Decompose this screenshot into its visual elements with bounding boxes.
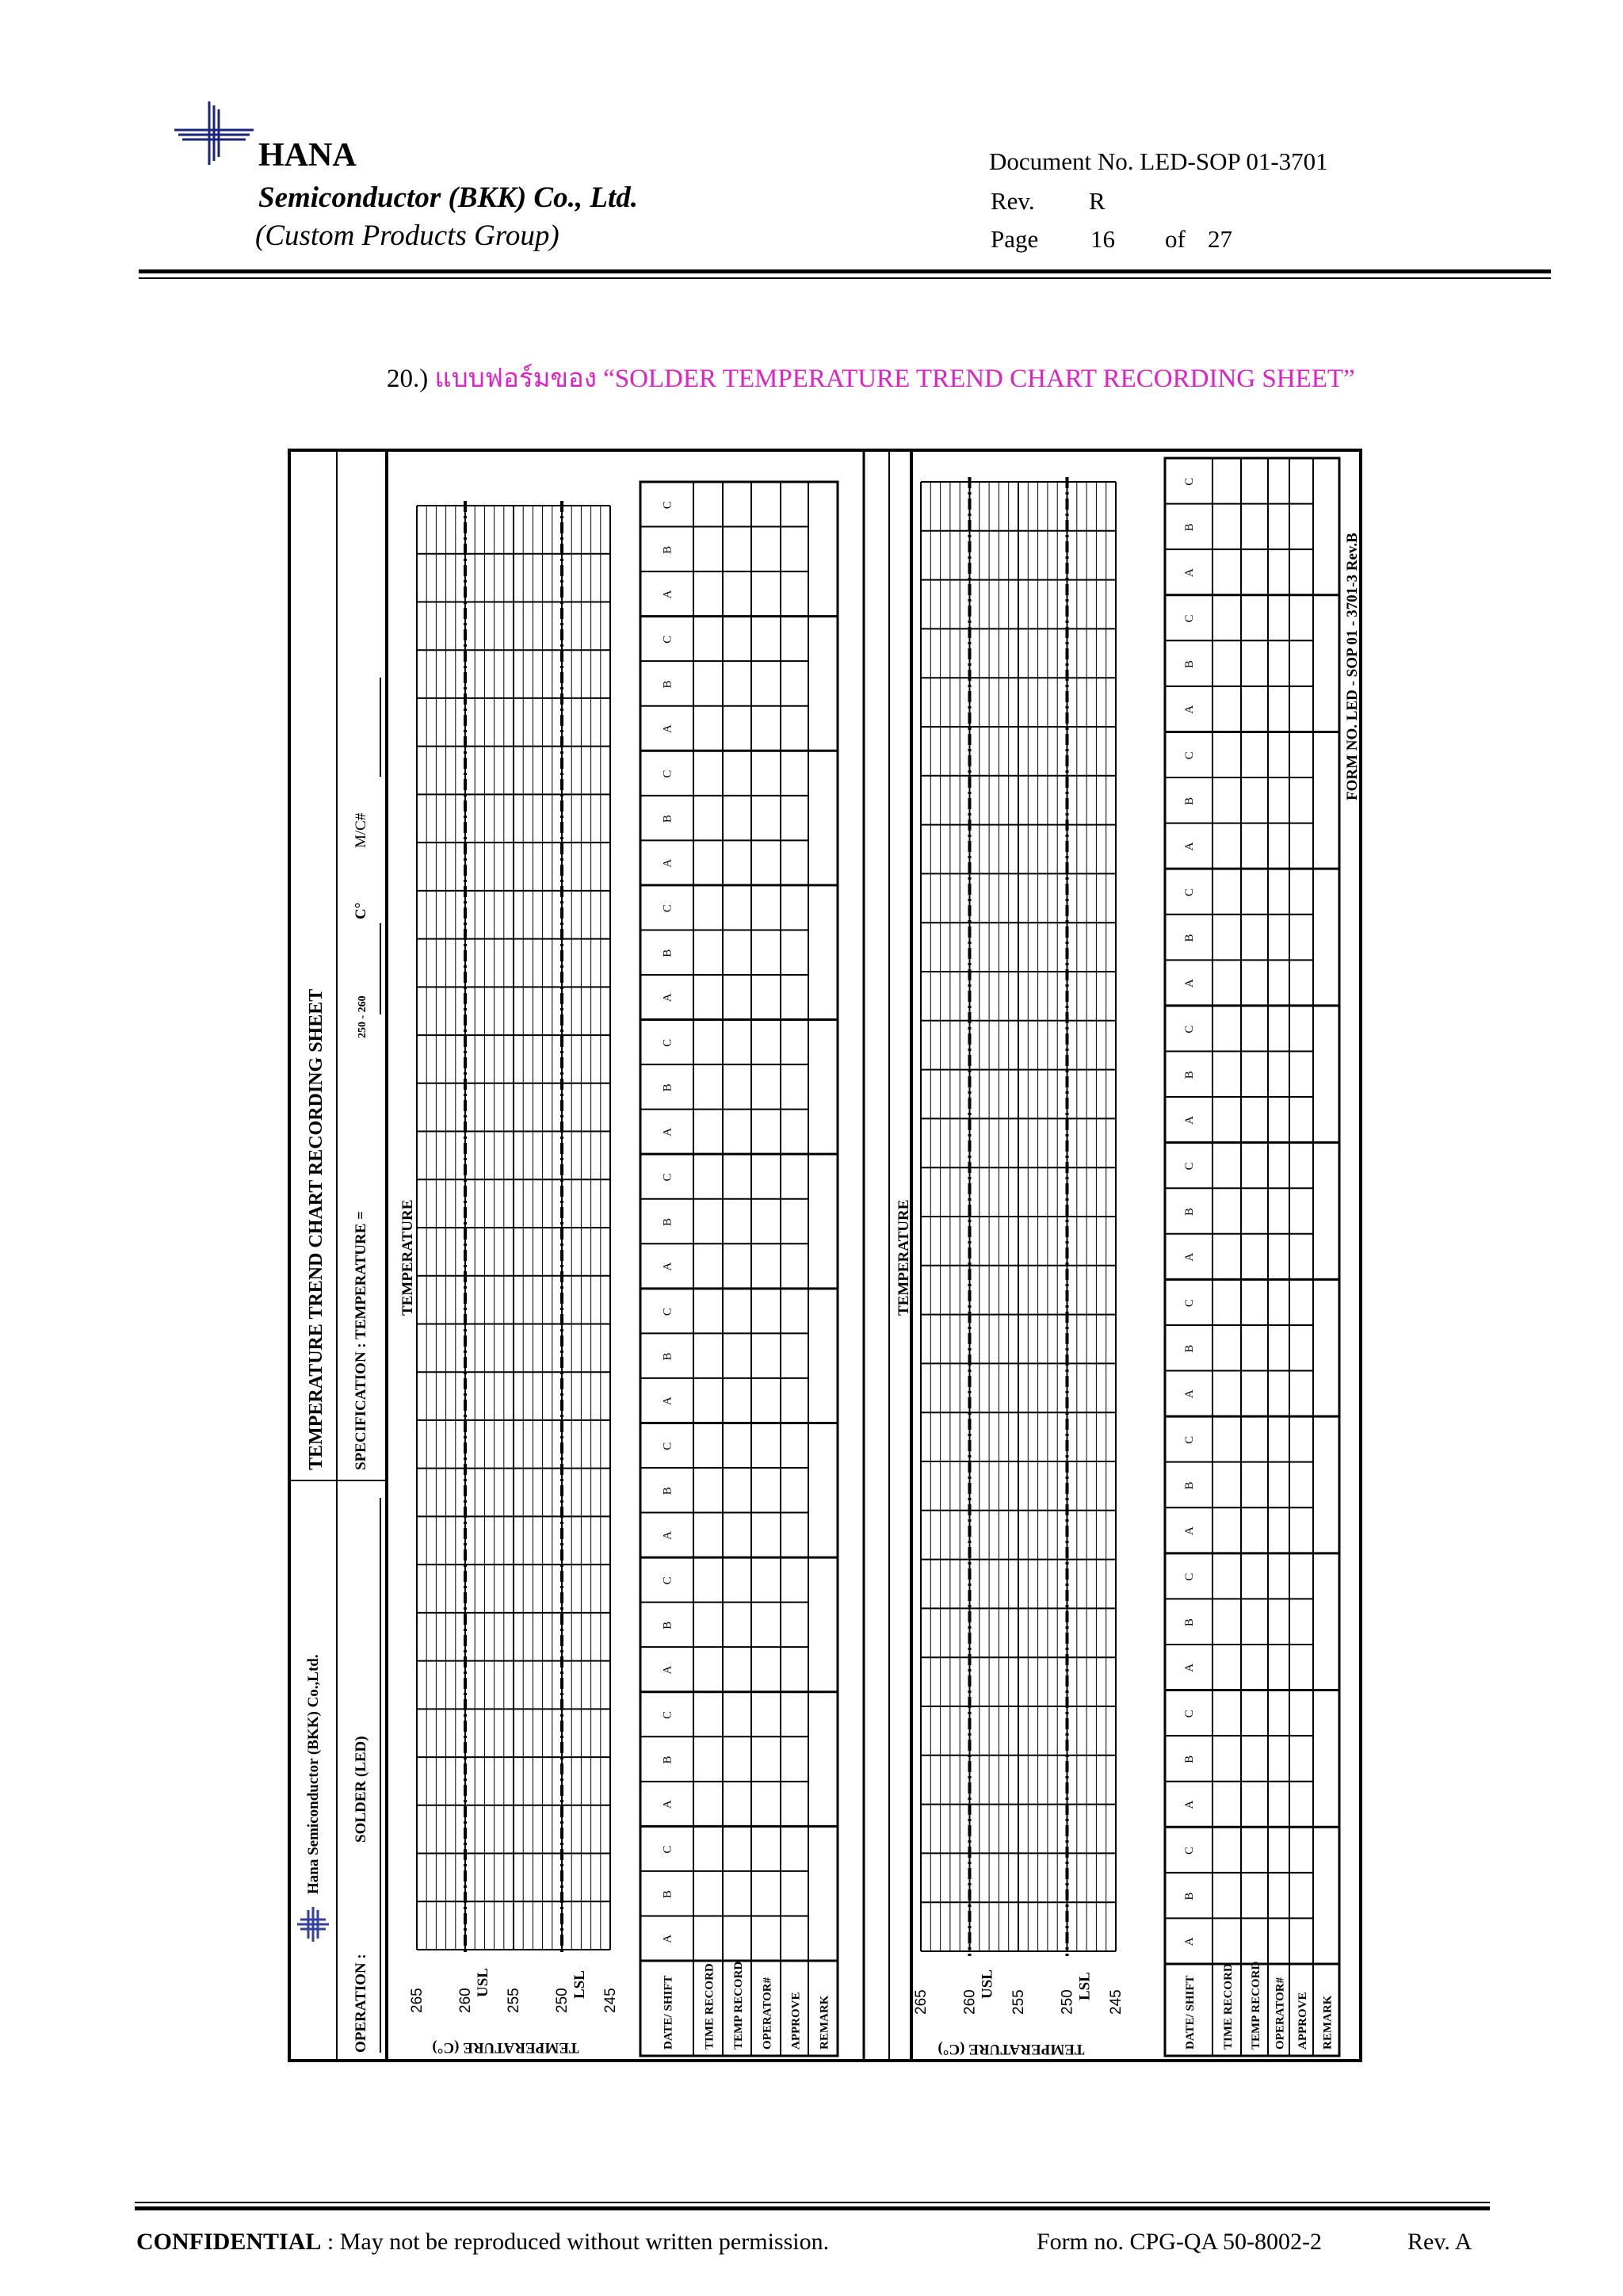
record-row-label: REMARK <box>818 1995 831 2050</box>
shift-letter: B <box>1183 797 1196 805</box>
shift-letter: C <box>1183 751 1196 760</box>
confidential-label: CONFIDENTIAL <box>136 2229 322 2255</box>
form-company-name: Hana Semiconductor (BKK) Co.,Ltd. <box>305 1654 322 1894</box>
document-number: Document No. LED-SOP 01-3701 <box>989 147 1328 175</box>
shift-letter: C <box>1183 1572 1196 1581</box>
company-name: HANA <box>258 137 357 174</box>
form-number: FORM NO. LED - SOP 01 - 3701-3 Rev.B <box>1344 533 1361 800</box>
y-tick-label: 255 <box>1010 1989 1027 2015</box>
shift-letter: C <box>661 1173 674 1182</box>
record-row-label: APPROVE <box>789 1992 803 2050</box>
shift-letter: A <box>661 1128 674 1137</box>
shift-letter: B <box>1183 1344 1196 1353</box>
y-tick-label: 255 <box>506 1988 522 2013</box>
shift-letter: B <box>661 1621 674 1629</box>
shift-letter: C <box>1183 888 1196 896</box>
shift-letter: C <box>1183 614 1196 623</box>
lsl-label: LSL <box>1076 1972 1094 2000</box>
form-outer-frame <box>289 450 1361 2061</box>
shift-letter: A <box>661 1262 674 1271</box>
shift-letter: B <box>661 680 674 689</box>
y-tick-label: 245 <box>602 1988 619 2013</box>
shift-letter: C <box>661 1710 674 1719</box>
shift-letter: C <box>661 904 674 913</box>
shift-letter: A <box>661 1934 674 1943</box>
shift-letter: C <box>1183 1710 1196 1718</box>
shift-letter: C <box>1183 1435 1196 1444</box>
footer-rule-thin <box>135 2202 1490 2203</box>
record-row-label: TEMP RECORD <box>1250 1961 1262 2050</box>
record-row-label: TIME RECORD <box>703 1963 716 2050</box>
shift-letter: C <box>661 1038 674 1047</box>
shift-letter: A <box>661 724 674 733</box>
shift-letter: A <box>661 1396 674 1406</box>
y-tick-label: 265 <box>409 1988 426 2013</box>
shift-letter: B <box>1183 934 1196 942</box>
shift-letter: C <box>1183 477 1196 486</box>
shift-letter: C <box>661 1576 674 1585</box>
record-row-label: REMARK <box>1321 1995 1335 2050</box>
form-logo-icon <box>297 1907 329 1942</box>
spec-unit: C° <box>353 902 369 919</box>
shift-letter: B <box>1183 1071 1196 1079</box>
shift-letter: A <box>1183 979 1196 988</box>
record-row-label: TIME RECORD <box>1222 1963 1235 2050</box>
footer-confidential <box>136 2229 829 2256</box>
shift-letter: B <box>1183 1481 1196 1490</box>
shift-letter: B <box>661 815 674 823</box>
rev-label: Rev. <box>991 187 1035 215</box>
footer-form-no: Form no. CPG-QA 50-8002-2 <box>1037 2229 1323 2255</box>
y-axis-label: TEMPERATURE (C°) <box>432 2039 579 2056</box>
shift-letter: A <box>1183 1116 1196 1125</box>
shift-letter: C <box>661 635 674 644</box>
form-sheet-title: TEMPERATURE TREND CHART RECORDING SHEET <box>306 988 327 1470</box>
shift-letter: B <box>661 949 674 957</box>
page-total: 27 <box>1208 225 1232 253</box>
company-group: (Custom Products Group) <box>255 220 559 252</box>
record-row-label: DATE/ SHIFT <box>1184 1975 1197 2050</box>
y-axis-label: TEMPERATURE (C°) <box>938 2041 1085 2057</box>
y-tick-label: 265 <box>913 1989 930 2015</box>
shift-letter: B <box>661 545 674 554</box>
shift-letter: B <box>1183 1892 1196 1901</box>
shift-letter: C <box>1183 1162 1196 1171</box>
y-tick-label: 245 <box>1108 1989 1125 2015</box>
shift-letter: A <box>1183 1663 1196 1672</box>
mc-label: M/C# <box>353 812 369 848</box>
shift-letter: B <box>1183 1207 1196 1216</box>
confidential-notice: : May not be reproduced without written permission. <box>327 2229 830 2255</box>
shift-letter: A <box>1183 842 1196 851</box>
section-title-text: แบบฟอร์มของ “SOLDER TEMPERATURE TREND CHART RECORDING SHEET” <box>434 365 1355 393</box>
shift-letter: B <box>1183 1618 1196 1627</box>
shift-letter: A <box>661 993 674 1003</box>
shift-letter: A <box>661 590 674 599</box>
lsl-label: LSL <box>571 1970 588 1999</box>
shift-letter: A <box>661 858 674 868</box>
of-label: of <box>1165 225 1186 253</box>
shift-letter: B <box>661 1487 674 1496</box>
shift-letter: B <box>1183 1755 1196 1763</box>
shift-letter: A <box>1183 1389 1196 1399</box>
shift-letter: C <box>661 501 674 510</box>
usl-label: USL <box>475 1968 491 1997</box>
page-label: Page <box>991 225 1039 253</box>
shift-letter: A <box>1183 1937 1196 1946</box>
shift-letter: A <box>1183 1252 1196 1262</box>
shift-letter: A <box>661 1800 674 1809</box>
shift-letter: B <box>661 1890 674 1899</box>
y-tick-label: 250 <box>1059 1989 1076 2015</box>
page-number: 16 <box>1090 225 1115 253</box>
shift-letter: B <box>1183 660 1196 669</box>
y-tick-label: 250 <box>554 1988 571 2013</box>
shift-letter: A <box>1183 568 1196 577</box>
spec-label: SPECIFICATION : TEMPERATURE = <box>353 1211 369 1470</box>
y-tick-label: 260 <box>961 1989 979 2015</box>
shift-letter: B <box>661 1083 674 1092</box>
record-row-label: OPERATOR# <box>1274 1977 1287 2050</box>
shift-letter: C <box>661 770 674 778</box>
shift-letter: A <box>1183 705 1196 714</box>
shift-letter: C <box>661 1442 674 1450</box>
record-row-label: DATE/ SHIFT <box>662 1975 675 2050</box>
operation-value: SOLDER (LED) <box>353 1736 369 1843</box>
rev-value: R <box>1089 187 1106 215</box>
shift-letter: B <box>661 1217 674 1226</box>
shift-letter: A <box>661 1665 674 1675</box>
shift-letter: C <box>1183 1025 1196 1033</box>
company-subtitle: Semiconductor (BKK) Co., Ltd. <box>258 181 638 214</box>
section-number: 20.) <box>387 365 429 393</box>
footer-rule <box>135 2206 1490 2210</box>
shift-letter: C <box>661 1845 674 1854</box>
spec-value: 250 - 260 <box>357 995 369 1038</box>
record-row-label: APPROVE <box>1296 1992 1309 2050</box>
record-row-label: TEMP RECORD <box>732 1961 745 2050</box>
usl-label: USL <box>979 1969 996 1999</box>
y-tick-label: 260 <box>457 1988 474 2013</box>
shift-letter: A <box>661 1530 674 1540</box>
shift-letter: B <box>1183 523 1196 532</box>
operation-label: OPERATION : <box>353 1954 369 2053</box>
shift-letter: C <box>1183 1847 1196 1855</box>
footer-rev: Rev. A <box>1407 2229 1472 2255</box>
shift-letter: C <box>661 1308 674 1316</box>
shift-letter: B <box>661 1352 674 1361</box>
shift-letter: B <box>661 1755 674 1764</box>
shift-letter: A <box>1183 1800 1196 1809</box>
shift-letter: C <box>1183 1299 1196 1308</box>
chart-heading: TEMPERATURE <box>896 1199 912 1316</box>
shift-letter: A <box>1183 1526 1196 1536</box>
record-row-label: OPERATOR# <box>761 1977 774 2050</box>
chart-heading: TEMPERATURE <box>399 1199 416 1316</box>
